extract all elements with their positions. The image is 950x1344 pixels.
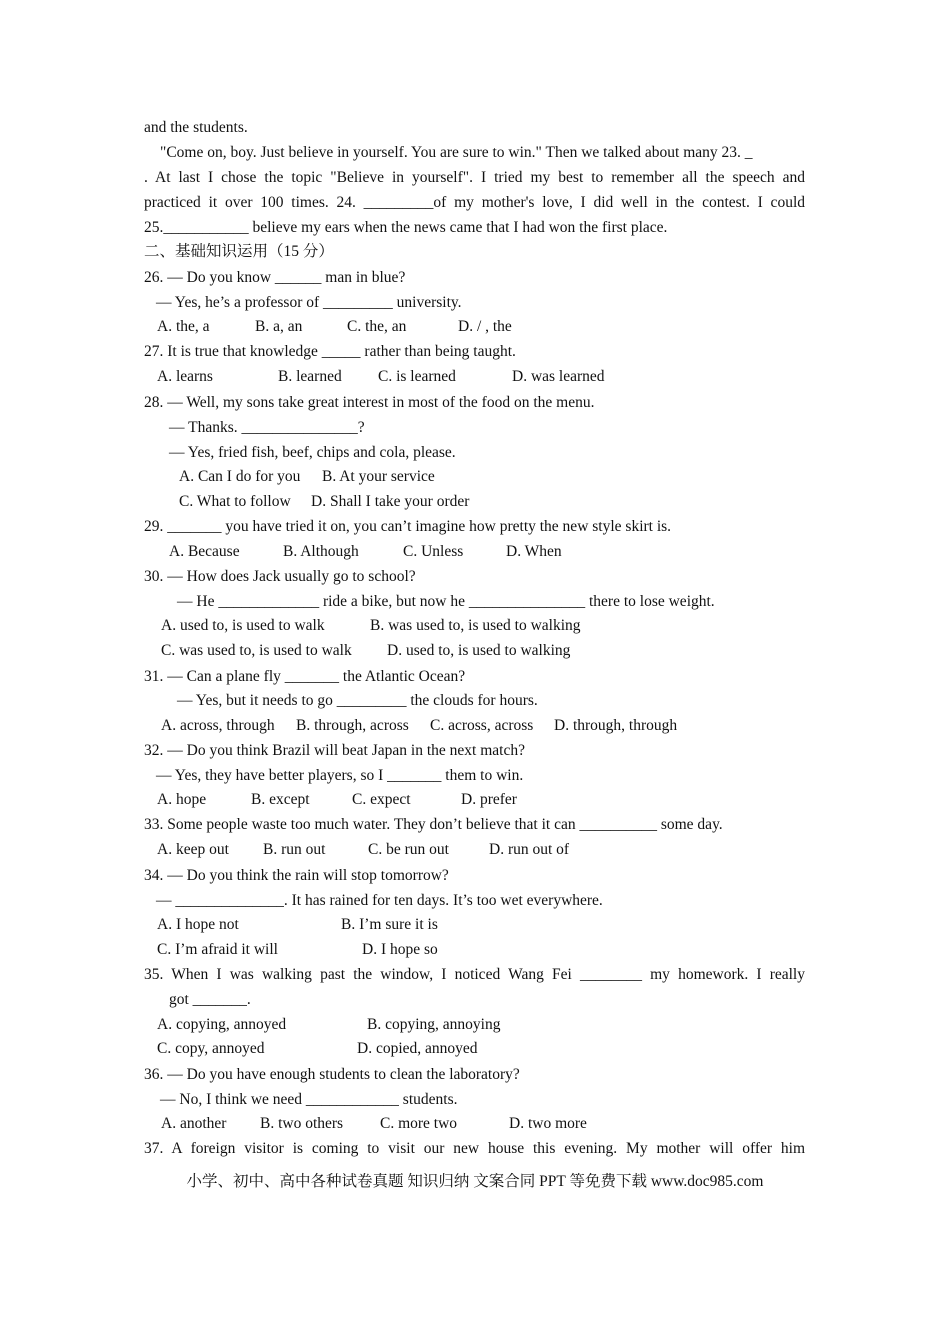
q30-option-b: B. was used to, is used to walking [370, 617, 581, 634]
q36-option-b: B. two others [260, 1115, 344, 1132]
q35-option-c: C. copy, annoyed [157, 1040, 265, 1057]
passage-line-4: practiced it over 100 times. 24. _________of my mother's love, I did well in the contest. I could [144, 194, 805, 211]
passage-line-1: and the students. [144, 119, 248, 136]
q27-option-a: A. learns [157, 368, 213, 385]
q32-line-2: — Yes, they have better players, so I _______ them to win. [156, 767, 524, 784]
q26-stem: 26. — Do you know ______ man in blue? [144, 269, 406, 286]
q28-stem: 28. — Well, my sons take great interest in most of the food on the menu. [144, 394, 595, 411]
passage-line-5: 25.___________ believe my ears when the news came that I had won the first place. [144, 219, 668, 236]
q30-stem: 30. — How does Jack usually go to school? [144, 568, 416, 585]
q32-option-c: C. expect [352, 791, 411, 808]
q33-option-c: C. be run out [368, 841, 449, 858]
q36-option-c: C. more two [380, 1115, 458, 1132]
q28-option-b: B. At your service [322, 468, 435, 485]
q30-option-d: D. used to, is used to walking [387, 642, 571, 659]
q37-stem: 37. A foreign visitor is coming to visit our new house this evening. My mother will offer him [144, 1140, 805, 1157]
q34-stem: 34. — Do you think the rain will stop tomorrow? [144, 867, 449, 884]
q29-stem: 29. _______ you have tried it on, you can’t imagine how pretty the new style skirt is. [144, 518, 672, 535]
passage-line-2: "Come on, boy. Just believe in yourself. You are sure to win." Then we talked about many 23. _ [160, 144, 753, 161]
q27-stem: 27. It is true that knowledge _____ rather than being taught. [144, 343, 516, 360]
passage-line-3: . At last I chose the topic "Believe in yourself". I tried my best to remember all the speech and [144, 169, 805, 186]
q31-stem: 31. — Can a plane fly _______ the Atlantic Ocean? [144, 668, 466, 685]
q34-option-c: C. I’m afraid it will [157, 941, 278, 958]
q29-option-a: A. Because [169, 543, 240, 560]
q35-stem: 35. When I was walking past the window, I noticed Wang Fei ________ my homework. I really [144, 966, 805, 983]
q31-line-2: — Yes, but it needs to go _________ the clouds for hours. [177, 692, 538, 709]
q28-option-c: C. What to follow [179, 493, 291, 510]
q36-option-d: D. two more [509, 1115, 587, 1132]
q34-option-b: B. I’m sure it is [341, 916, 438, 933]
q32-option-d: D. prefer [461, 791, 517, 808]
q29-option-b: B. Although [283, 543, 359, 560]
q28-option-a: A. Can I do for you [179, 468, 301, 485]
q36-line-2: — No, I think we need ____________ students. [160, 1091, 458, 1108]
q26-option-d: D. / , the [458, 318, 512, 335]
q29-option-d: D. When [506, 543, 562, 560]
q31-option-b: B. through, across [296, 717, 409, 734]
q31-option-d: D. through, through [554, 717, 678, 734]
q34-line-2: — ______________. It has rained for ten days. It’s too wet everywhere. [156, 892, 603, 909]
q31-option-c: C. across, across [430, 717, 534, 734]
q30-line-2: — He _____________ ride a bike, but now he _______________ there to lose weight. [177, 593, 715, 610]
q26-option-a: A. the, a [157, 318, 210, 335]
q28-line-2: — Thanks. _______________? [169, 419, 365, 436]
q35-option-b: B. copying, annoying [367, 1016, 501, 1033]
q33-option-d: D. run out of [489, 841, 570, 858]
q27-option-d: D. was learned [512, 368, 605, 385]
q35-option-d: D. copied, annoyed [357, 1040, 478, 1057]
q36-option-a: A. another [161, 1115, 227, 1132]
q35-line-2: got _______. [169, 991, 251, 1008]
q34-option-a: A. I hope not [157, 916, 239, 933]
q32-stem: 32. — Do you think Brazil will beat Japan in the next match? [144, 742, 525, 759]
q26-option-b: B. a, an [255, 318, 303, 335]
q32-option-b: B. except [251, 791, 310, 808]
q30-option-c: C. was used to, is used to walk [161, 642, 352, 659]
q34-option-d: D. I hope so [362, 941, 438, 958]
q33-stem: 33. Some people waste too much water. They don’t believe that it can __________ some day. [144, 816, 723, 833]
q30-option-a: A. used to, is used to walk [161, 617, 325, 634]
q33-option-b: B. run out [263, 841, 326, 858]
page-footer: 小学、初中、高中各种试卷真题 知识归纳 文案合同 PPT 等免费下载 www.doc985.com [186, 1173, 764, 1190]
q31-option-a: A. across, through [161, 717, 275, 734]
q33-option-a: A. keep out [157, 841, 229, 858]
q36-stem: 36. — Do you have enough students to clean the laboratory? [144, 1066, 520, 1083]
q28-option-d: D. Shall I take your order [311, 493, 470, 510]
q27-option-b: B. learned [278, 368, 342, 385]
q32-option-a: A. hope [157, 791, 207, 808]
q35-option-a: A. copying, annoyed [157, 1016, 287, 1033]
section-title: 二、基础知识运用（15 分） [144, 243, 334, 260]
q27-option-c: C. is learned [378, 368, 456, 385]
q26-option-c: C. the, an [347, 318, 407, 335]
q28-line-3: — Yes, fried fish, beef, chips and cola, please. [169, 444, 456, 461]
q29-option-c: C. Unless [403, 543, 464, 560]
q26-line-2: — Yes, he’s a professor of _________ university. [156, 294, 462, 311]
